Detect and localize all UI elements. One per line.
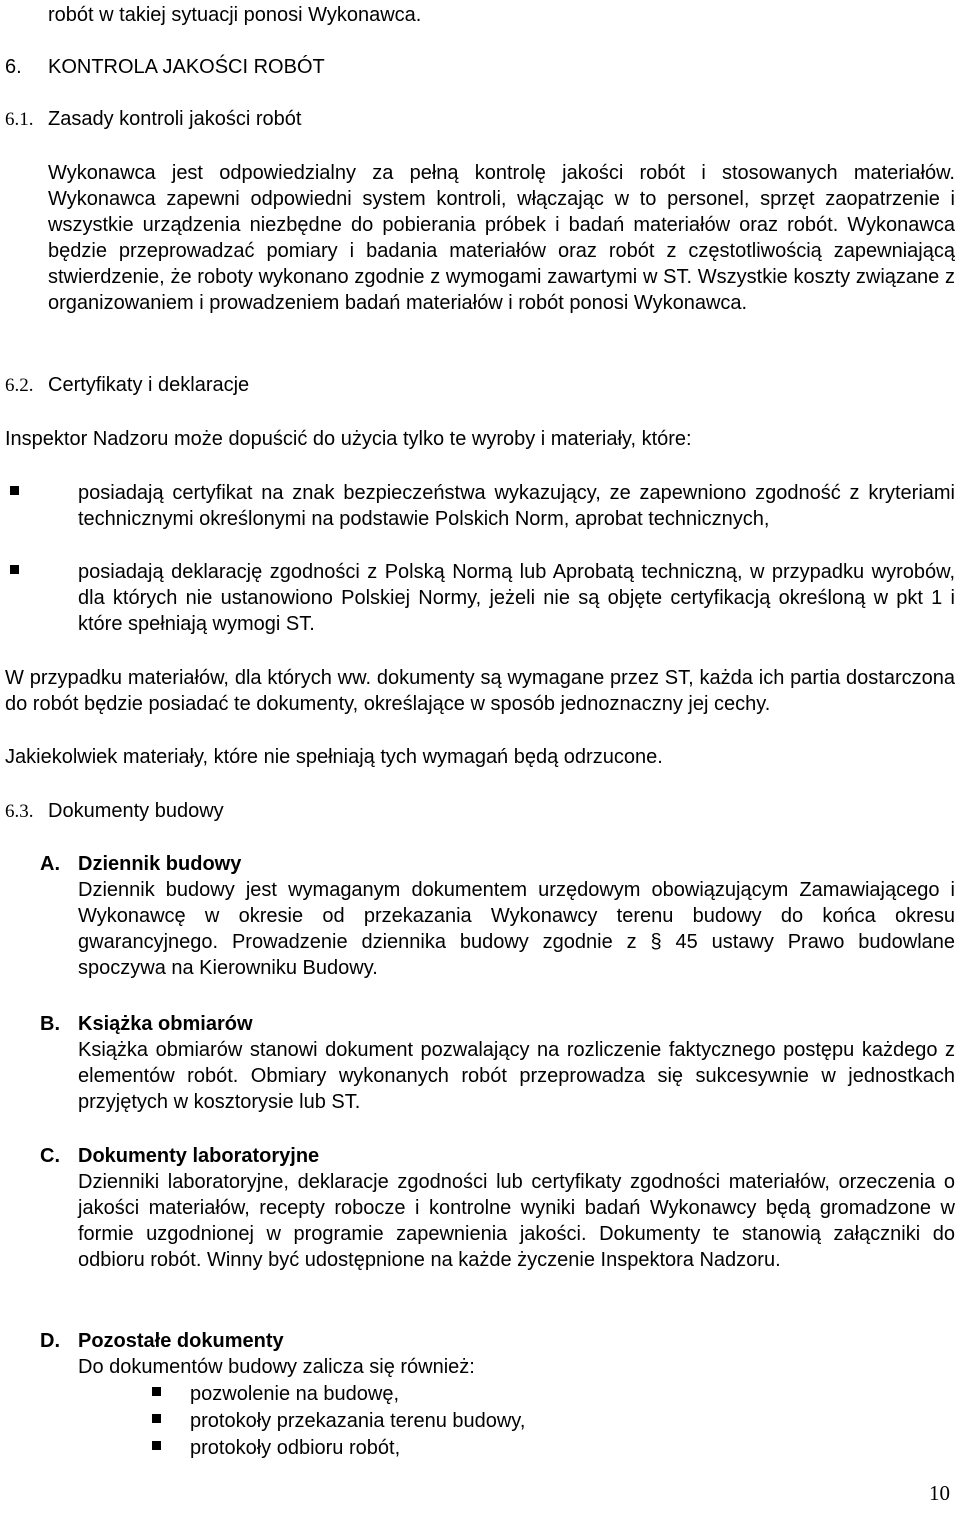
bullet-square-icon [10,565,19,574]
section-6-number: 6. [5,56,22,78]
intro-tail-text: robót w takiej sytuacji ponosi Wykonawca. [48,4,422,26]
subsection-b-text: Książka obmiarów stanowi dokument pozwalający na rozliczenie faktycznego postępu każdego z elementów robót. Obmiary wykonanych robót przeprowadza się sukcesywnie w jednostkach przyjętych w kosztorysie lub ST. [78,1039,955,1113]
section-6-1-title: Zasady kontroli jakości robót [48,108,302,130]
bullet-square-icon [152,1441,161,1450]
section-6-title: KONTROLA JAKOŚCI ROBÓT [48,56,325,78]
subsection-a-letter: A. [40,853,60,875]
subsection-d-intro: Do dokumentów budowy zalicza się również: [78,1356,475,1378]
list-item: protokoły odbioru robót, [190,1437,401,1459]
bullet-square-icon [10,486,19,495]
section-6-1-paragraph: Wykonawca jest odpowiedzialny za pełną kontrolę jakości robót i stosowanych materiałów. Wykonawca zapewni odpowiedni system kontroli, włączając w to personel, sprzęt zaopatrzenie i wszystkie urządzenia niezbędne do pobierania próbek i badań materiałów oraz robót. Wykonawca będzie przeprowadzać pomiary i badania materiałów oraz robót z częstotliwością zapewniającą stwierdzenie, że roboty wykonano zgodnie z wymogami zawartymi w ST. Wszystkie koszty związane z organizowaniem i prowadzeniem badań materiałów i robót ponosi Wykonawca. [48,162,955,314]
section-6-2-number: 6.2. [5,375,34,396]
bullet-square-icon [152,1414,161,1423]
subsection-c-title: Dokumenty laboratoryjne [78,1145,320,1167]
bullet-square-icon [152,1387,161,1396]
section-6-3-title: Dokumenty budowy [48,800,224,822]
subsection-a-title: Dziennik budowy [78,853,242,875]
subsection-d-letter: D. [40,1330,60,1352]
section-6-2-intro: Inspektor Nadzoru może dopuścić do użycia tylko te wyroby i materiały, które: [5,428,692,450]
page-number: 10 [929,1481,950,1505]
list-item: posiadają certyfikat na znak bezpieczeństwa wykazujący, ze zapewniono zgodność z kryteriami technicznymi określonymi na podstawie Polskich Norm, aprobat technicznych, [78,482,955,530]
subsection-a-text: Dziennik budowy jest wymaganym dokumentem urzędowym obowiązującym Zamawiającego i Wykonawcę w okresie od przekazania Wykonawcy terenu budowy do końca okresu gwarancyjnego. Prowadzenie dziennika budowy zgodnie z § 45 ustawy Prawo budowlane spoczywa na Kierowniku Budowy. [78,879,955,979]
section-6-2-paragraph: W przypadku materiałów, dla których ww. dokumenty są wymagane przez ST, każda ich partia dostarczona do robót będzie posiadać te dokumenty, określające w sposób jednoznaczny jej cechy. [5,667,955,715]
subsection-c-text: Dzienniki laboratoryjne, deklaracje zgodności lub certyfikaty zgodności materiałów, orzeczenia o jakości materiałów, recepty robocze i kontrolne wyniki badań Wykonawcy będą gromadzone w formie uzgodnionej w programie zapewnienia jakości. Dokumenty te stanowią załączniki do odbioru robót. Winny być udostępnione na każde życzenie Inspektora Nadzoru. [78,1171,955,1271]
list-item: posiadają deklarację zgodności z Polską Normą lub Aprobatą techniczną, w przypadku wyrobów, dla których nie ustanowiono Polskiej Normy, jeżeli nie są objęte certyfikacją określoną w pkt 1 i które spełniają wymogi ST. [78,561,955,635]
section-6-2-rejection-note: Jakiekolwiek materiały, które nie spełniają tych wymagań będą odrzucone. [5,746,663,768]
subsection-b-title: Książka obmiarów [78,1013,253,1035]
subsection-d-title: Pozostałe dokumenty [78,1330,284,1352]
subsection-b-letter: B. [40,1013,60,1035]
list-item: pozwolenie na budowę, [190,1383,400,1405]
section-6-3-number: 6.3. [5,801,34,822]
section-6-2-title: Certyfikaty i deklaracje [48,374,250,396]
subsection-c-letter: C. [40,1145,60,1167]
list-item: protokoły przekazania terenu budowy, [190,1410,526,1432]
section-6-1-number: 6.1. [5,109,34,130]
